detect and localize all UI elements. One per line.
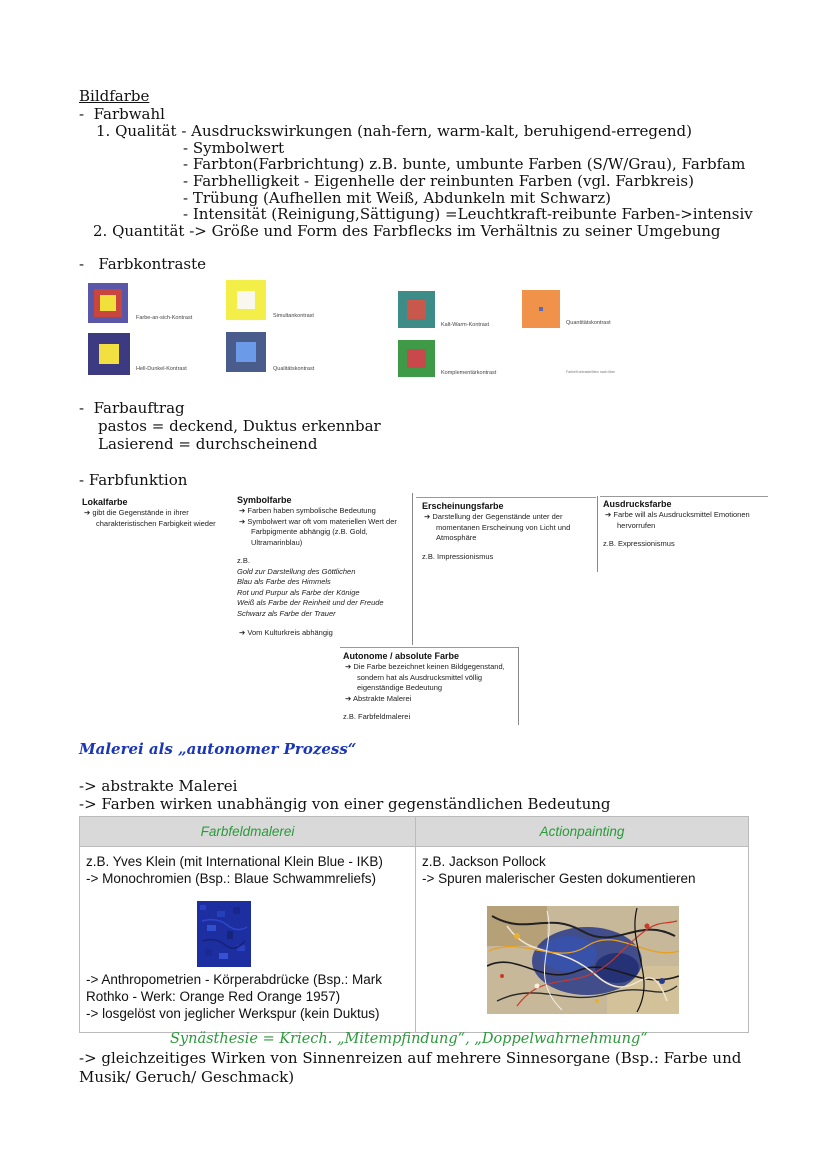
action-text-2: -> Spuren malerischer Gesten dokumentieren	[422, 871, 696, 886]
farbkontraste-heading: - Farbkontraste	[79, 255, 207, 273]
swatch-farbe-an-sich	[88, 283, 128, 323]
ausdrucksfarbe-point: ➔ Farbe will als Ausdrucksmittel Emotionen hervorrufen	[605, 510, 750, 530]
divider-erscheinung	[597, 496, 598, 572]
swatch-label-qualitaet: Qualitätskontrast	[273, 366, 315, 372]
table-head-farbfeld: Farbfeldmalerei	[80, 817, 416, 847]
swatch-hell-dunkel	[88, 333, 130, 375]
farbfeld-cell	[80, 847, 416, 1033]
page-title: Bildfarbe	[79, 87, 150, 105]
symbolfarbe-kultur: ➔ Vom Kulturkreis abhängig	[239, 628, 333, 637]
lokalfarbe-point: ➔ gibt die Gegenstände in ihrer charakteristischen Farbigkeit wieder	[84, 508, 216, 528]
synaesthesie-text: -> gleichzeitiges Wirken von Sinnenreizen auf mehrere Sinnesorgane (Bsp.: Farbe und Musik/ Geruch/ Geschmack)	[79, 1049, 742, 1086]
erscheinungsfarbe-box	[422, 500, 592, 562]
swatch-quantitaet	[522, 290, 560, 328]
symbolfarbe-example-2: Blau als Farbe des Himmels	[237, 577, 331, 586]
pollock-painting-image	[487, 906, 679, 1014]
klein-schwammrelief-image	[197, 901, 251, 967]
ausdrucksfarbe-zb: z.B. Expressionismus	[603, 539, 675, 548]
autonome-farbe-box	[343, 650, 515, 723]
malerei-line-1: -> abstrakte Malerei	[79, 777, 238, 795]
farbauftrag-pastos: pastos = deckend, Duktus erkennbar	[98, 417, 381, 435]
qualitaet-sub-3: - Farbhelligkeit - Eigenhelle der reinbunten Farben (vgl. Farbkreis)	[183, 172, 694, 190]
farbfeld-text-4: -> losgelöst von jeglicher Werkspur (kein Duktus)	[86, 1006, 380, 1021]
erscheinungsfarbe-zb: z.B. Impressionismus	[422, 551, 494, 561]
divider-ausdruck-top	[600, 496, 768, 497]
symbolfarbe-box	[237, 494, 407, 639]
divider-symbol	[412, 493, 413, 645]
pollock-image-wrap	[422, 887, 742, 1017]
divider-autonom-top	[340, 647, 518, 648]
farbfeld-text-1: z.B. Yves Klein (mit International Klein Blue - IKB)	[86, 854, 383, 869]
synaesthesie-heading: Synästhesie = Kriech. „Mitempfindung“, „Doppelwahrnehmung“	[170, 1031, 648, 1047]
farbauftrag-label: Farbauftrag	[93, 399, 185, 417]
lokalfarbe-box	[82, 496, 227, 529]
swatch-qualitaet	[226, 332, 266, 372]
swatch-label-quantitaet: Quantitätskontrast	[566, 320, 611, 326]
lokalfarbe-title: Lokalfarbe	[82, 497, 128, 507]
autonome-farbe-point-1: ➔ Die Farbe bezeichnet keinen Bildgegenstand, sondern hat als Ausdrucksmittel völlig eigenständige Bedeutung	[345, 662, 505, 692]
symbolfarbe-point-1: ➔ Farben haben symbolische Bedeutung	[239, 506, 376, 515]
farbwahl-label: Farbwahl	[93, 105, 165, 123]
autonome-farbe-point-2: ➔ Abstrakte Malerei	[345, 693, 412, 703]
ausdrucksfarbe-title: Ausdrucksfarbe	[603, 499, 672, 509]
divider-erscheinung-top	[416, 497, 596, 498]
divider-autonom	[518, 647, 519, 725]
swatch-label-kalt-warm: Kalt-Warm-Kontrast	[441, 322, 490, 328]
action-text-1: z.B. Jackson Pollock	[422, 854, 546, 869]
farbauftrag-heading: - Farbauftrag	[79, 399, 185, 417]
malerei-heading: Malerei als „autonomer Prozess“	[79, 740, 357, 758]
symbolfarbe-point-2: ➔ Symbolwert war oft vom materiellen Wert der Farbpigmente abhängig (z.B. Gold, Ultramarinblau)	[239, 516, 397, 547]
swatch-label-hell-dunkel: Hell-Dunkel-Kontrast	[136, 366, 187, 372]
autonome-farbe-title: Autonome / absolute Farbe	[343, 651, 460, 661]
erscheinungsfarbe-point: ➔ Darstellung der Gegenstände unter der momentanen Erscheinung von Licht und Atmosphäre	[424, 512, 571, 542]
swatch-simultan	[226, 280, 266, 320]
action-cell	[416, 847, 749, 1033]
swatch-komplementaer	[398, 340, 435, 377]
symbolfarbe-example-4: Weiß als Farbe der Reinheit und der Freude	[237, 598, 384, 607]
autonome-farbe-zb: z.B. Farbfeldmalerei	[343, 712, 411, 721]
swatch-label-komplementaer: Komplementärkontrast	[441, 370, 497, 376]
kontraste-footnote: Farbe/Kontraste/Itten nach Itten	[566, 370, 616, 374]
symbolfarbe-example-3: Rot und Purpur als Farbe der Könige	[237, 587, 360, 597]
farbwahl-heading: - Farbwahl	[79, 105, 165, 123]
qualitaet-line: 1. Qualität - Ausdruckswirkungen (nah-fern, warm-kalt, beruhigend-erregend)	[96, 122, 693, 140]
symbolfarbe-zb: z.B.	[237, 556, 250, 565]
symbolfarbe-example-1: Gold zur Darstellung des Göttlichen	[237, 566, 356, 576]
ausdrucksfarbe-box	[603, 498, 768, 550]
table-head-action: Actionpainting	[416, 817, 749, 847]
erscheinungsfarbe-title: Erscheinungsfarbe	[422, 501, 504, 511]
farbauftrag-lasierend: Lasierend = durchscheinend	[98, 435, 318, 453]
qualitaet-sub-4: - Trübung (Aufhellen mit Weiß, Abdunkeln mit Schwarz)	[183, 189, 611, 207]
malerei-line-2: -> Farben wirken unabhängig von einer gegenständlichen Bedeutung	[79, 795, 611, 813]
ikb-image-wrap	[86, 887, 409, 971]
quantitaet-line: 2. Quantität -> Größe und Form des Farbflecks im Verhältnis zu seiner Umgebung	[93, 222, 721, 240]
swatch-kalt-warm	[398, 291, 435, 328]
symbolfarbe-example-5: Schwarz als Farbe der Trauer	[237, 608, 336, 618]
comparison-table	[79, 816, 749, 1033]
symbolfarbe-title: Symbolfarbe	[237, 495, 292, 505]
qualitaet-sub-2: - Farbton(Farbrichtung) z.B. bunte, umbunte Farben (S/W/Grau), Farbfam	[183, 155, 746, 173]
swatch-label-simultan: Simultankontrast	[273, 313, 314, 319]
qualitaet-sub-1: - Symbolwert	[183, 139, 285, 157]
swatch-label-farbe-an-sich: Farbe-an-sich-Kontrast	[136, 315, 193, 321]
farbkontraste-label: Farbkontraste	[98, 255, 207, 273]
farbfeld-text-2: -> Monochromien (Bsp.: Blaue Schwammreliefs)	[86, 871, 376, 886]
farbfunktion-heading: - Farbfunktion	[79, 471, 188, 489]
farbfeld-text-3: -> Anthropometrien - Körperabdrücke (Bsp.: Mark Rothko - Werk: Orange Red Orange 1957)	[86, 972, 383, 1004]
qualitaet-sub-5: - Intensität (Reinigung,Sättigung) =Leuchtkraft-reibunte Farben->intensiv	[183, 205, 753, 223]
